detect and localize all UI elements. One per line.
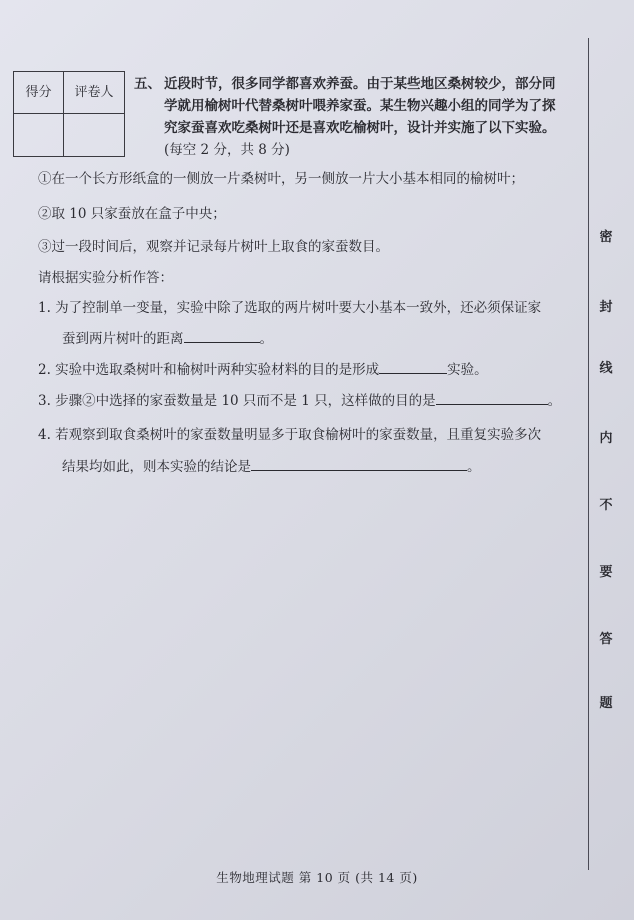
question-4-line-2: 结果均如此，则本实验的结论是 。 — [62, 455, 481, 475]
seal-char-2: 封 — [599, 300, 613, 315]
question-3: 3. 步骤②中选择的家蚕数量是 10 只而不是 1 只，这样做的目的是 。 — [38, 389, 561, 409]
score-cell — [14, 114, 64, 156]
page-footer: 生物地理试题 第 10 页 (共 14 页) — [216, 870, 418, 885]
binding-line — [588, 38, 589, 870]
seal-char-8: 题 — [599, 696, 613, 711]
question-4-line-1: 4. 若观察到取食桑树叶的家蚕数量明显多于取食榆树叶的家蚕数量，且重复实验多次 — [38, 427, 542, 443]
answer-blank-2[interactable] — [379, 359, 447, 374]
step-2: ②取 10 只家蚕放在盒子中央； — [38, 206, 226, 222]
grader-cell — [64, 114, 124, 156]
section-intro: 近段时节，很多同学都喜欢养蚕。由于某些地区桑树较少，部分同学就用榆树叶代替桑树叶喂养家蚕。某生物兴趣小组的同学为了探究家蚕喜欢吃桑树叶还是喜欢吃榆树叶，设计并实施了以下实验。 — [164, 76, 556, 136]
seal-char-5: 不 — [599, 498, 613, 513]
question-1-line-1: 1. 为了控制单一变量，实验中除了选取的两片树叶要大小基本一致外，还必须保证家 — [38, 300, 542, 316]
grader-label: 评卷人 — [64, 72, 124, 114]
instruction: 请根据实验分析作答： — [38, 270, 173, 286]
answer-blank-3[interactable] — [436, 390, 548, 405]
answer-blank-4[interactable] — [251, 456, 467, 471]
seal-char-4: 内 — [599, 431, 613, 446]
question-1-line-2: 蚕到两片树叶的距离 。 — [62, 327, 273, 347]
seal-char-3: 线 — [599, 361, 613, 376]
section-number: 五、 — [134, 76, 161, 92]
seal-char-7: 答 — [599, 632, 613, 647]
answer-blank-1[interactable] — [184, 328, 260, 343]
question-2: 2. 实验中选取桑树叶和榆树叶两种实验材料的目的是形成 实验。 — [38, 358, 488, 378]
score-table — [13, 71, 125, 157]
score-label: 得分 — [14, 72, 64, 114]
step-3: ③过一段时间后，观察并记录每片树叶上取食的家蚕数目。 — [38, 239, 389, 255]
seal-char-1: 密 — [599, 230, 613, 245]
seal-char-6: 要 — [599, 565, 613, 580]
section-heading — [134, 73, 564, 161]
points-note: (每空 2 分，共 8 分) — [164, 142, 290, 158]
step-1: ①在一个长方形纸盒的一侧放一片桑树叶，另一侧放一片大小基本相同的榆树叶； — [38, 171, 524, 187]
